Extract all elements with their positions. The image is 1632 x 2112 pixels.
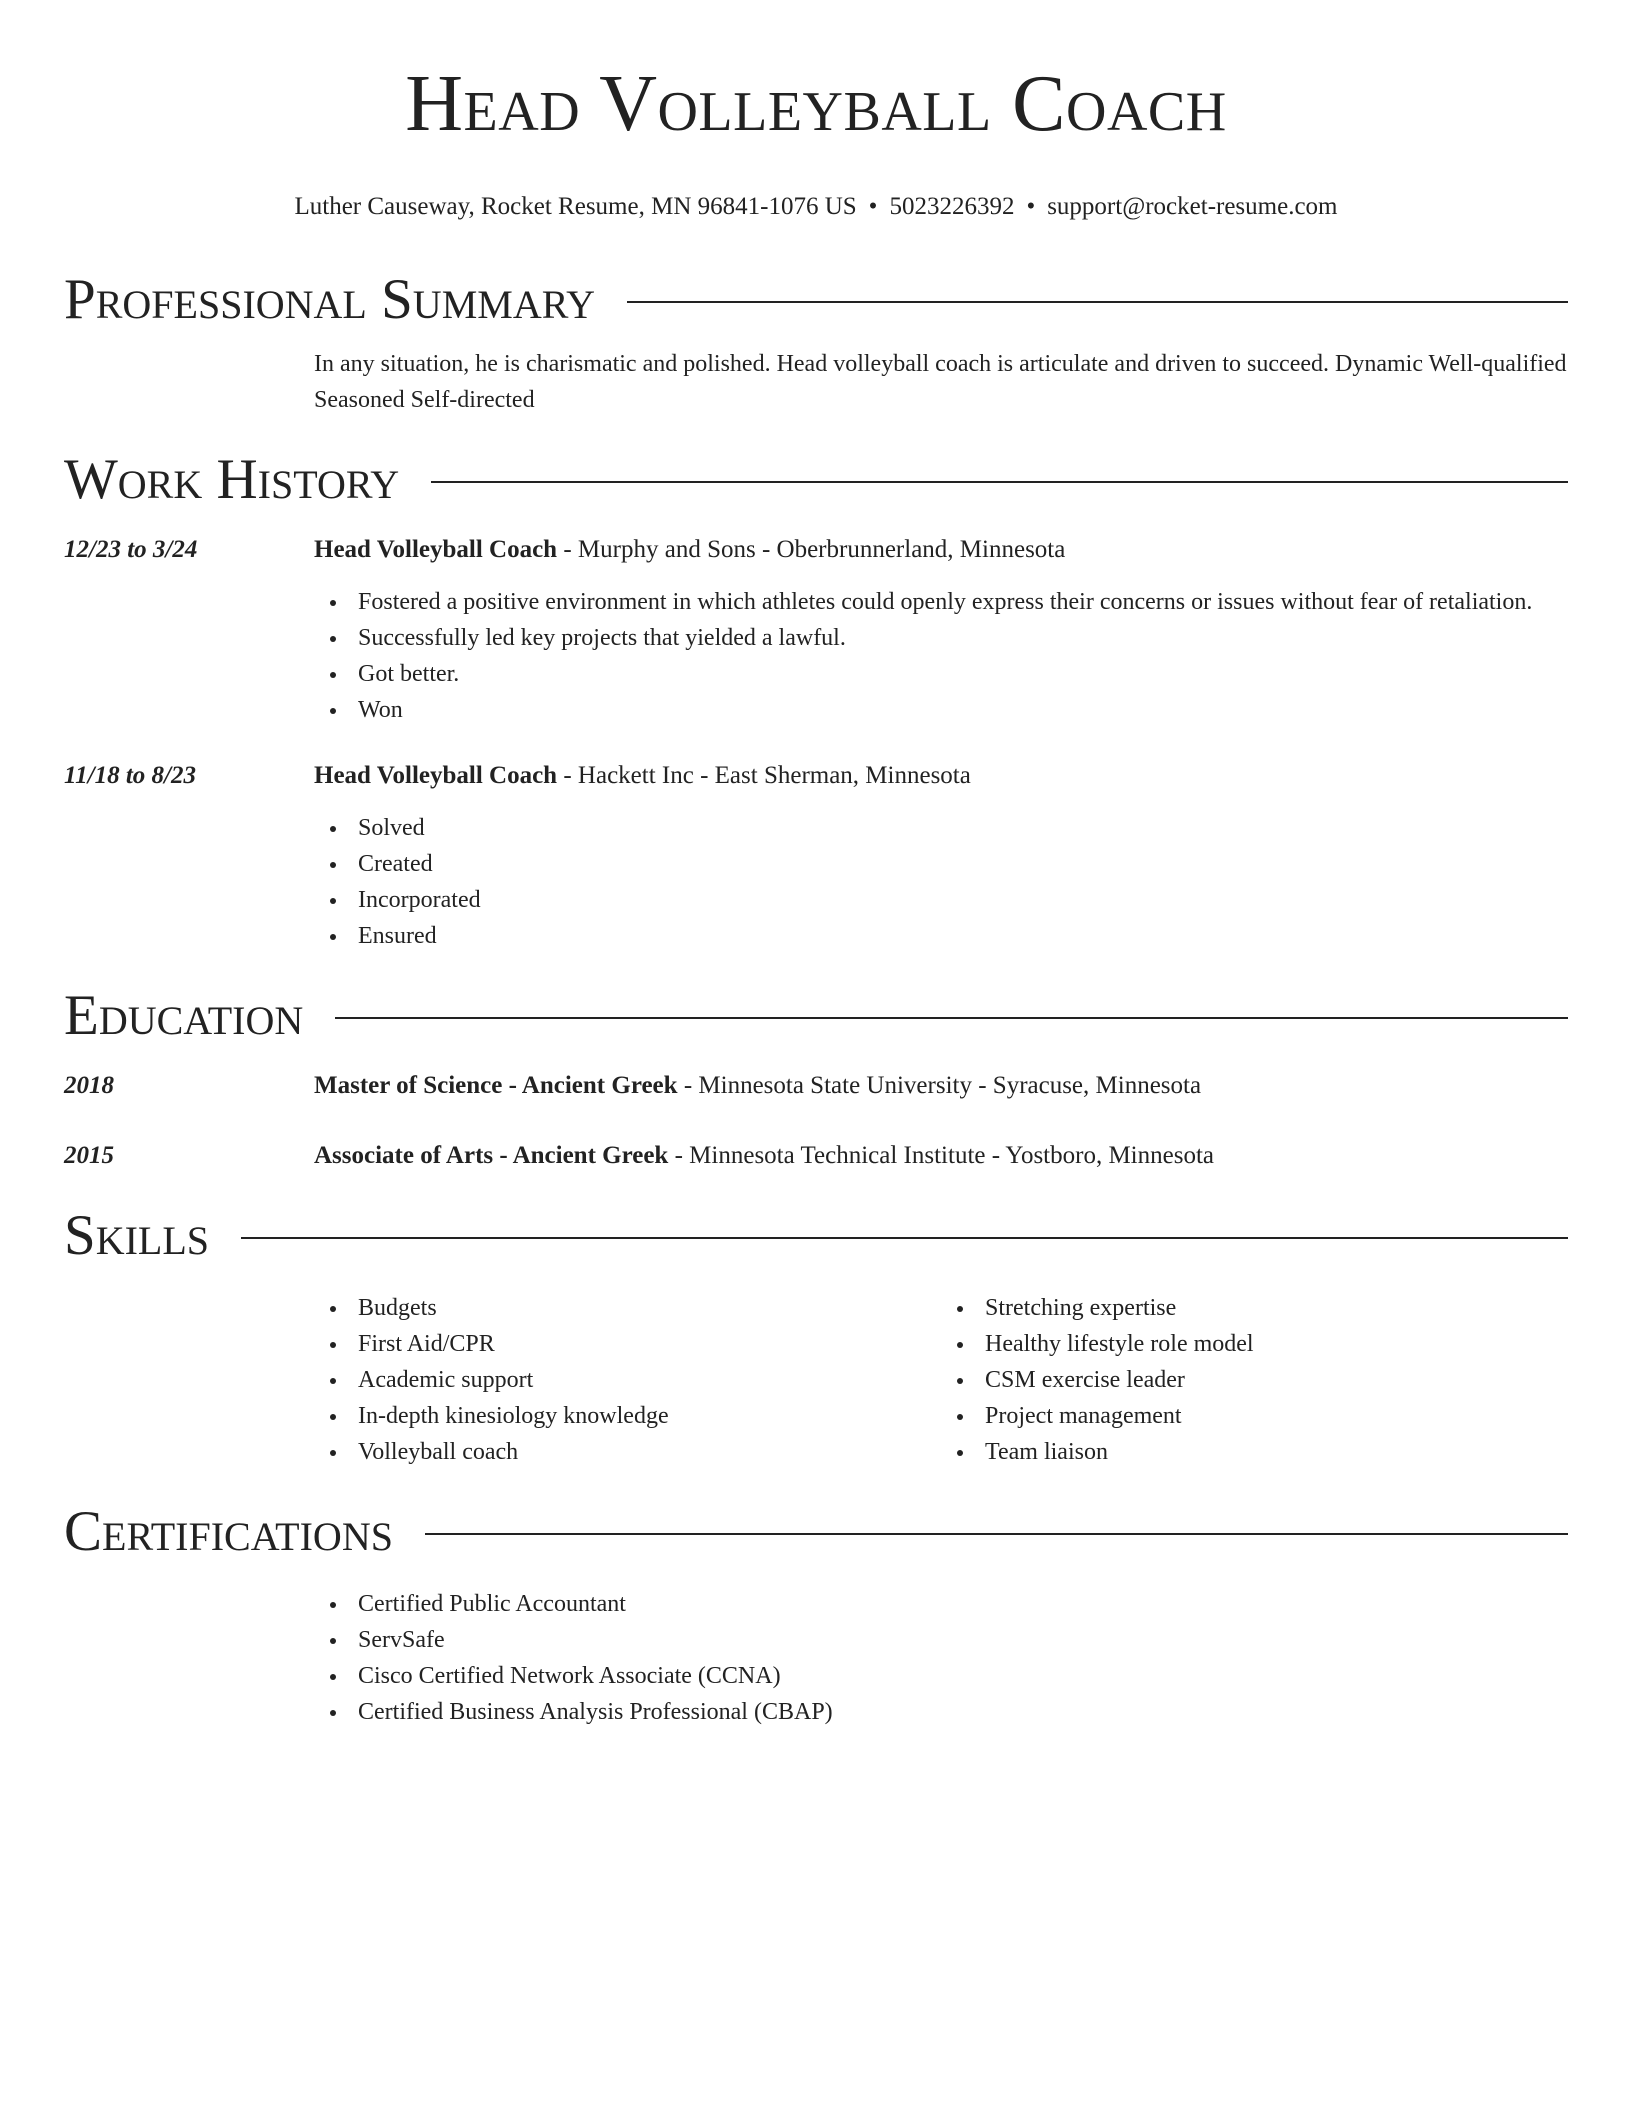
skills-grid <box>314 1290 1568 1470</box>
list-item: First Aid/CPR <box>314 1326 941 1362</box>
list-item: CSM exercise leader <box>941 1362 1568 1398</box>
education-section-header <box>64 984 1568 1048</box>
job-heading <box>314 532 1568 568</box>
job-bullets <box>314 810 1568 954</box>
section-divider <box>431 481 1568 483</box>
skills-section-title: Skills <box>64 1204 210 1267</box>
section-divider <box>425 1533 1568 1535</box>
list-item: ServSafe <box>314 1622 1568 1658</box>
education-entry <box>64 1068 1568 1104</box>
job-bullets <box>314 584 1568 728</box>
certifications-section-title: Certifications <box>64 1500 393 1563</box>
contact-address: Luther Causeway, Rocket Resume, MN 96841-1076 US <box>294 193 857 220</box>
list-item: Cisco Certified Network Associate (CCNA) <box>314 1658 1568 1694</box>
contact-separator: • <box>868 193 878 220</box>
contact-line <box>64 190 1568 224</box>
contact-separator: • <box>1026 193 1036 220</box>
job-dates: 12/23 to 3/24 <box>64 536 198 563</box>
list-item: Project management <box>941 1398 1568 1434</box>
list-item: Fostered a positive environment in which athletes could openly express their concerns or issues without fear of retaliation. <box>314 584 1568 620</box>
education-details: - Minnesota State University - Syracuse, Minnesota <box>677 1072 1202 1099</box>
list-item: Solved <box>314 810 1568 846</box>
list-item: Certified Business Analysis Professional (CBAP) <box>314 1694 1568 1730</box>
resume-title: Head Volleyball Coach <box>405 60 1227 148</box>
list-item: Successfully led key projects that yielded a lawful. <box>314 620 1568 656</box>
certifications-section-header <box>64 1500 1568 1564</box>
skills-column <box>941 1290 1568 1470</box>
certifications-row <box>64 1586 1568 1730</box>
job-details: - Murphy and Sons - Oberbrunnerland, Minnesota <box>557 536 1066 563</box>
job-entry <box>64 758 1568 954</box>
education-degree: Master of Science - Ancient Greek <box>314 1072 678 1099</box>
summary-section-title: Professional Summary <box>64 268 596 331</box>
job-heading <box>314 758 1568 794</box>
job-title: Head Volleyball Coach <box>314 762 558 789</box>
list-item: Ensured <box>314 918 1568 954</box>
summary-text: In any situation, he is charismatic and polished. Head volleyball coach is articulate and driven to succeed. Dynamic Well-qualified Seasoned Self-directed <box>314 351 1567 413</box>
section-divider <box>627 301 1568 303</box>
certifications-list <box>314 1586 1568 1730</box>
list-item: Incorporated <box>314 882 1568 918</box>
list-item: Healthy lifestyle role model <box>941 1326 1568 1362</box>
list-item: Won <box>314 692 1568 728</box>
skills-row <box>64 1290 1568 1470</box>
education-entry <box>64 1138 1568 1174</box>
list-item: Got better. <box>314 656 1568 692</box>
job-details: - Hackett Inc - East Sherman, Minnesota <box>557 762 971 789</box>
list-item: Academic support <box>314 1362 941 1398</box>
contact-phone: 5023226392 <box>889 193 1015 220</box>
skills-column <box>314 1290 941 1470</box>
section-divider <box>335 1017 1568 1019</box>
list-item: Created <box>314 846 1568 882</box>
list-item: In-depth kinesiology knowledge <box>314 1398 941 1434</box>
summary-row <box>64 346 1568 418</box>
skills-section-header <box>64 1204 1568 1268</box>
education-section-title: Education <box>64 984 304 1047</box>
education-year: 2018 <box>64 1072 114 1099</box>
work-section-title: Work History <box>64 448 400 511</box>
summary-section-header <box>64 268 1568 332</box>
job-dates: 11/18 to 8/23 <box>64 762 196 789</box>
list-item: Budgets <box>314 1290 941 1326</box>
education-details: - Minnesota Technical Institute - Yostboro, Minnesota <box>668 1142 1214 1169</box>
list-item: Certified Public Accountant <box>314 1586 1568 1622</box>
list-item: Stretching expertise <box>941 1290 1568 1326</box>
contact-email: support@rocket-resume.com <box>1047 193 1338 220</box>
list-item: Team liaison <box>941 1434 1568 1470</box>
job-entry <box>64 532 1568 728</box>
work-section-header <box>64 448 1568 512</box>
job-title: Head Volleyball Coach <box>314 536 558 563</box>
education-year: 2015 <box>64 1142 114 1169</box>
list-item: Volleyball coach <box>314 1434 941 1470</box>
section-divider <box>241 1237 1568 1239</box>
education-degree: Associate of Arts - Ancient Greek <box>314 1142 669 1169</box>
